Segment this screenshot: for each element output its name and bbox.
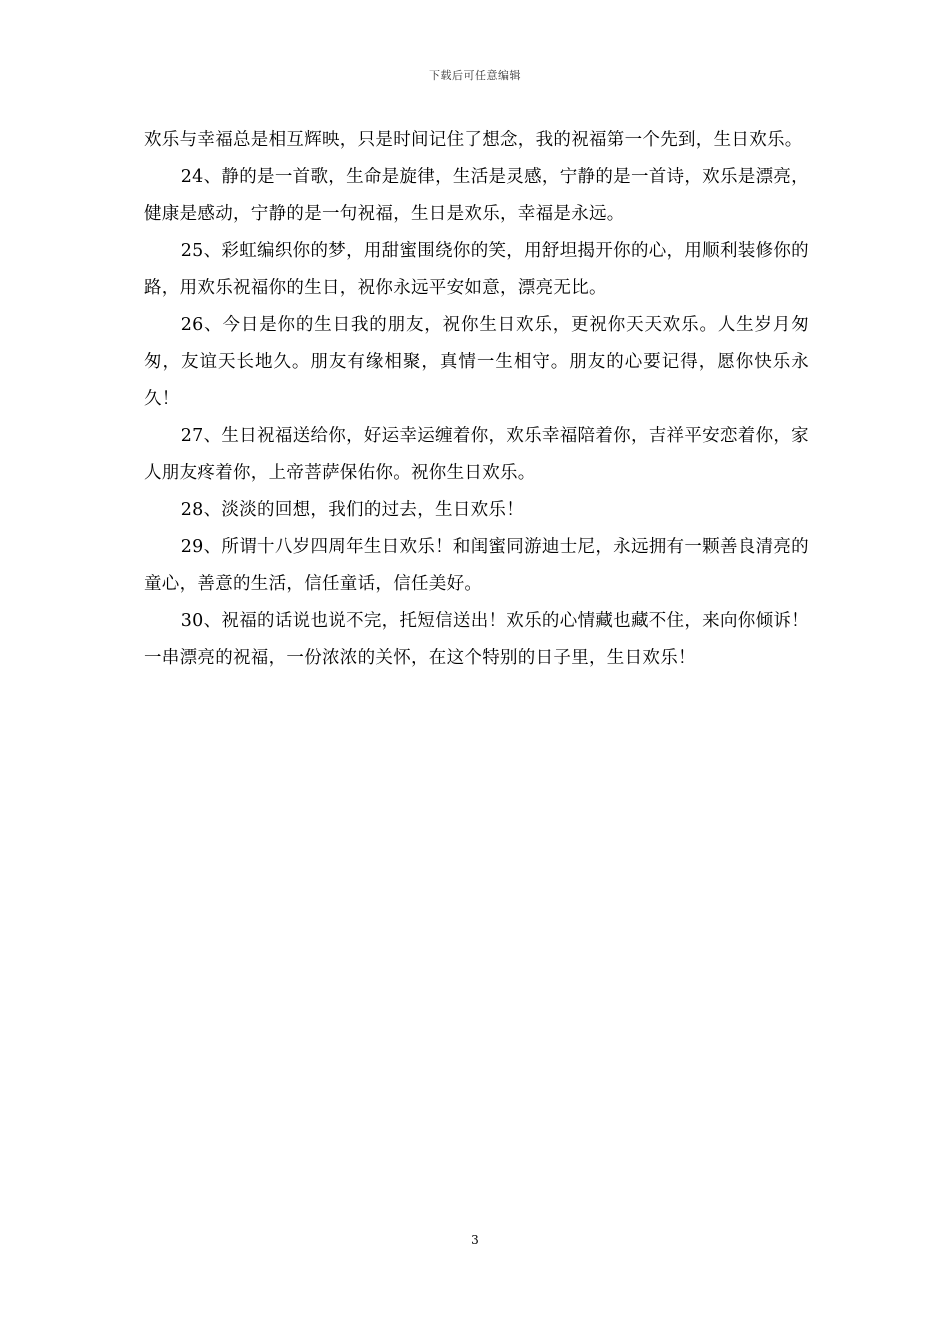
- paragraph-30: 30、祝福的话说也说不完，托短信送出！欢乐的心情藏也藏不住，来向你倾诉！一串漂亮的祝福，一份浓浓的关怀，在这个特别的日子里，生日欢乐！: [144, 611, 809, 668]
- page-header-note: 下载后可任意编辑: [429, 69, 521, 82]
- document-body: [144, 122, 809, 677]
- paragraph-25: 25、彩虹编织你的梦，用甜蜜围绕你的笑，用舒坦揭开你的心，用顺利装修你的路，用欢乐祝福你的生日，祝你永远平安如意，漂亮无比。: [144, 241, 809, 298]
- paragraph-26: 26、今日是你的生日我的朋友，祝你生日欢乐，更祝你天天欢乐。人生岁月匆匆，友谊天长地久。朋友有缘相聚，真情一生相守。朋友的心要记得，愿你快乐永久！: [144, 315, 809, 409]
- paragraph-28: 28、淡淡的回想，我们的过去，生日欢乐！: [180, 500, 525, 520]
- paragraph-27: 27、生日祝福送给你，好运幸运缠着你，欢乐幸福陪着你，吉祥平安恋着你，家人朋友疼着你，上帝菩萨保佑你。祝你生日欢乐。: [144, 426, 809, 483]
- paragraph-continued: 欢乐与幸福总是相互辉映，只是时间记住了想念，我的祝福第一个先到，生日欢乐。: [144, 130, 803, 150]
- paragraph-29: 29、所谓十八岁四周年生日欢乐！和闺蜜同游迪士尼，永远拥有一颗善良清亮的童心，善意的生活，信任童话，信任美好。: [144, 537, 809, 594]
- page-number: 3: [471, 1233, 479, 1247]
- paragraph-24: 24、静的是一首歌，生命是旋律，生活是灵感，宁静的是一首诗，欢乐是漂亮，健康是感动，宁静的是一句祝福，生日是欢乐，幸福是永远。: [144, 167, 809, 224]
